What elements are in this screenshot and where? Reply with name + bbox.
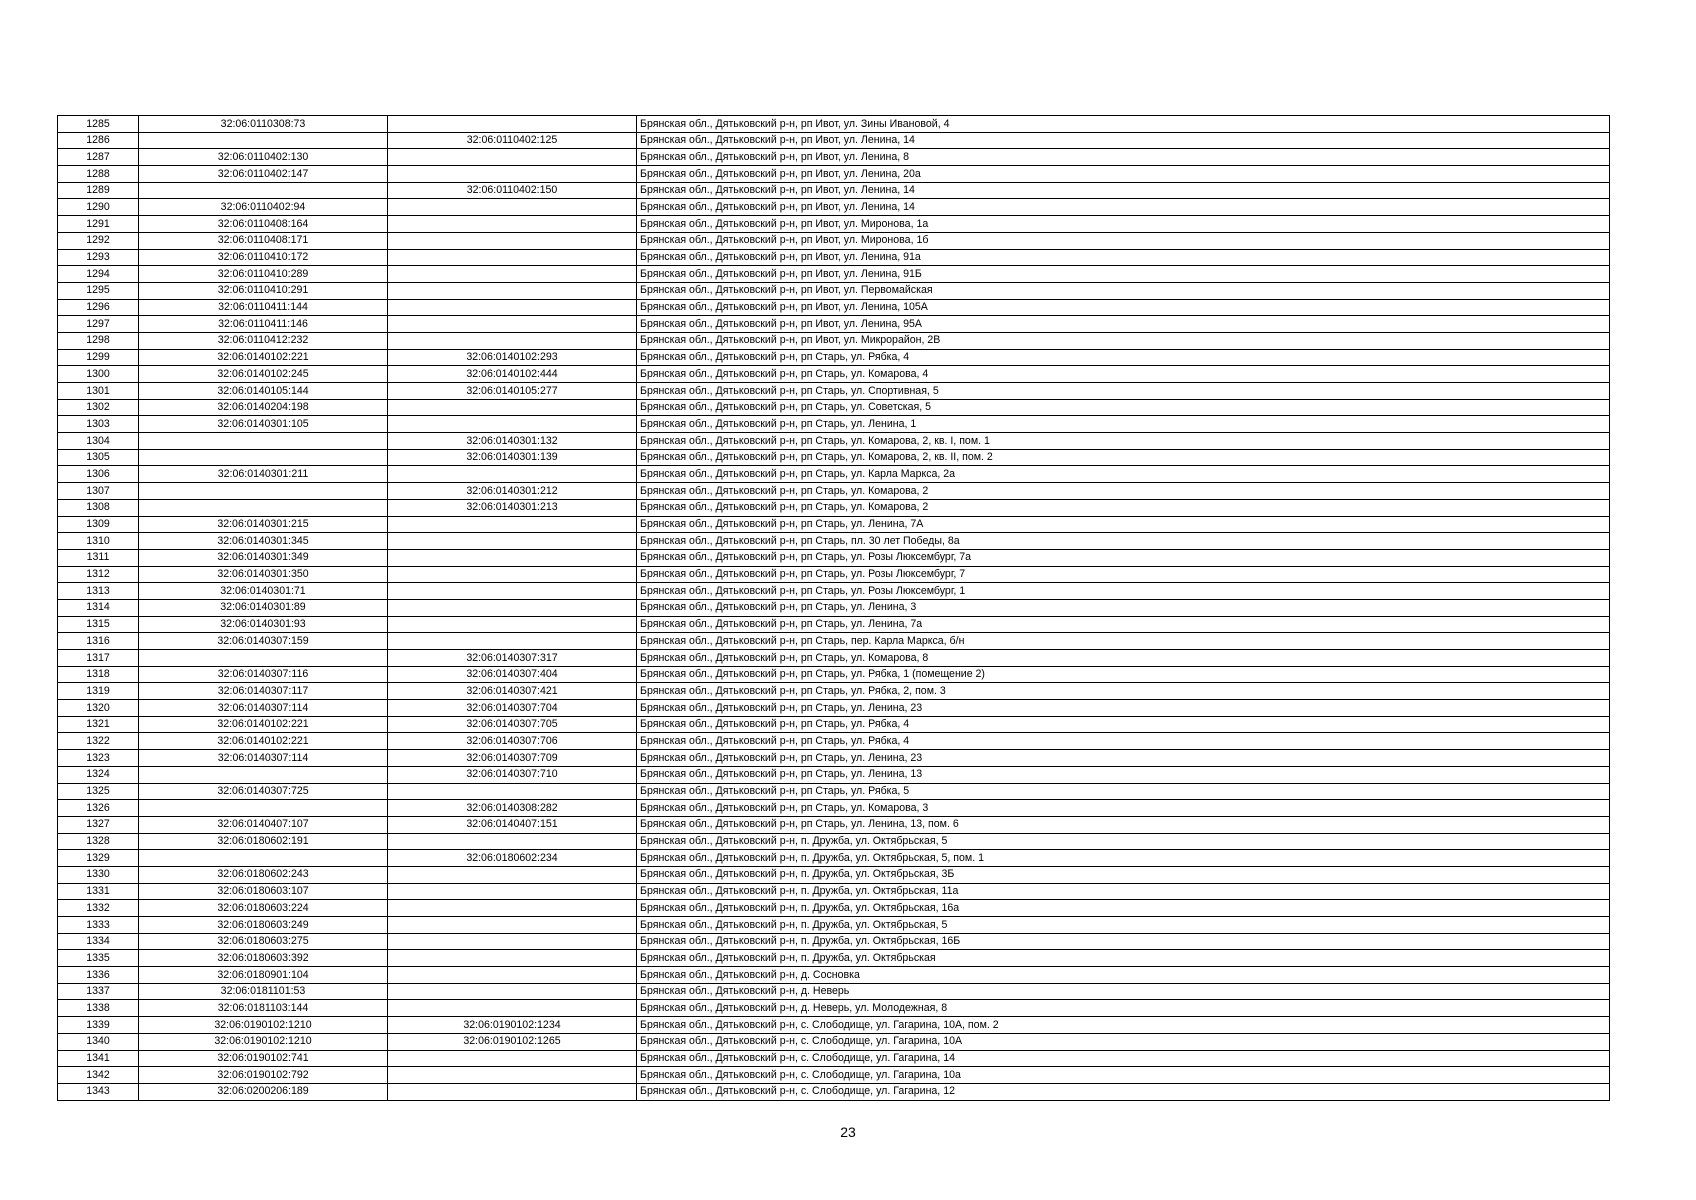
land-cadastral-number-cell: 32:06:0140204:198	[139, 399, 388, 416]
row-number-cell: 1289	[58, 182, 139, 199]
building-cadastral-number-cell	[388, 249, 637, 266]
land-cadastral-number-cell: 32:06:0140301:345	[139, 533, 388, 550]
building-cadastral-number-cell	[388, 599, 637, 616]
building-cadastral-number-cell: 32:06:0140307:706	[388, 733, 637, 750]
table-row	[58, 383, 1610, 400]
row-number-cell: 1294	[58, 266, 139, 283]
table-row	[58, 132, 1610, 149]
address-cell: Брянская обл., Дятьковский р-н, рп Старь, ул. Рябка, 1 (помещение 2)	[637, 666, 1610, 683]
address-cell: Брянская обл., Дятьковский р-н, д. Неверь	[637, 983, 1610, 1000]
building-cadastral-number-cell	[388, 833, 637, 850]
table-row	[58, 750, 1610, 767]
table-row	[58, 983, 1610, 1000]
building-cadastral-number-cell: 32:06:0140307:421	[388, 683, 637, 700]
building-cadastral-number-cell	[388, 883, 637, 900]
building-cadastral-number-cell: 32:06:0140105:277	[388, 383, 637, 400]
land-cadastral-number-cell: 32:06:0140102:221	[139, 349, 388, 366]
row-number-cell: 1332	[58, 900, 139, 917]
address-cell: Брянская обл., Дятьковский р-н, п. Дружба, ул. Октябрьская, 5	[637, 917, 1610, 934]
table-row	[58, 282, 1610, 299]
building-cadastral-number-cell	[388, 282, 637, 299]
page-number: 23	[840, 1124, 856, 1140]
building-cadastral-number-cell	[388, 316, 637, 333]
row-number-cell: 1323	[58, 750, 139, 767]
address-cell: Брянская обл., Дятьковский р-н, рп Старь, ул. Рябка, 5	[637, 783, 1610, 800]
land-cadastral-number-cell: 32:06:0110308:73	[139, 116, 388, 133]
row-number-cell: 1335	[58, 950, 139, 967]
land-cadastral-number-cell: 32:06:0140301:105	[139, 416, 388, 433]
address-cell: Брянская обл., Дятьковский р-н, рп Старь, ул. Розы Люксембург, 1	[637, 583, 1610, 600]
table-row	[58, 1067, 1610, 1084]
table-row	[58, 516, 1610, 533]
building-cadastral-number-cell	[388, 633, 637, 650]
row-number-cell: 1309	[58, 516, 139, 533]
land-cadastral-number-cell: 32:06:0110402:94	[139, 199, 388, 216]
table-row	[58, 149, 1610, 166]
land-cadastral-number-cell: 32:06:0110408:171	[139, 232, 388, 249]
property-registry-table	[57, 115, 1610, 1101]
building-cadastral-number-cell	[388, 1083, 637, 1100]
table-row	[58, 683, 1610, 700]
land-cadastral-number-cell: 32:06:0140102:245	[139, 366, 388, 383]
table-row	[58, 866, 1610, 883]
building-cadastral-number-cell	[388, 783, 637, 800]
address-cell: Брянская обл., Дятьковский р-н, с. Слободище, ул. Гагарина, 14	[637, 1050, 1610, 1067]
table-row	[58, 499, 1610, 516]
row-number-cell: 1301	[58, 383, 139, 400]
land-cadastral-number-cell: 32:06:0110411:146	[139, 316, 388, 333]
land-cadastral-number-cell: 32:06:0181101:53	[139, 983, 388, 1000]
row-number-cell: 1300	[58, 366, 139, 383]
building-cadastral-number-cell: 32:06:0140407:151	[388, 816, 637, 833]
building-cadastral-number-cell: 32:06:0110402:150	[388, 182, 637, 199]
address-cell: Брянская обл., Дятьковский р-н, п. Дружба, ул. Октябрьская, 5	[637, 833, 1610, 850]
row-number-cell: 1333	[58, 917, 139, 934]
building-cadastral-number-cell	[388, 199, 637, 216]
land-cadastral-number-cell: 32:06:0180603:107	[139, 883, 388, 900]
land-cadastral-number-cell	[139, 800, 388, 817]
address-cell: Брянская обл., Дятьковский р-н, рп Старь, ул. Ленина, 7а	[637, 616, 1610, 633]
land-cadastral-number-cell: 32:06:0180603:224	[139, 900, 388, 917]
table-row	[58, 1050, 1610, 1067]
row-number-cell: 1338	[58, 1000, 139, 1017]
building-cadastral-number-cell: 32:06:0140308:282	[388, 800, 637, 817]
land-cadastral-number-cell: 32:06:0110408:164	[139, 216, 388, 233]
address-cell: Брянская обл., Дятьковский р-н, рп Старь, ул. Розы Люксембург, 7а	[637, 549, 1610, 566]
table-row	[58, 800, 1610, 817]
address-cell: Брянская обл., Дятьковский р-н, рп Ивот, ул. Ленина, 91Б	[637, 266, 1610, 283]
row-number-cell: 1291	[58, 216, 139, 233]
table-row	[58, 950, 1610, 967]
land-cadastral-number-cell: 32:06:0180603:275	[139, 933, 388, 950]
building-cadastral-number-cell: 32:06:0140307:709	[388, 750, 637, 767]
land-cadastral-number-cell: 32:06:0110410:291	[139, 282, 388, 299]
row-number-cell: 1286	[58, 132, 139, 149]
table-row	[58, 933, 1610, 950]
building-cadastral-number-cell	[388, 933, 637, 950]
land-cadastral-number-cell: 32:06:0200206:189	[139, 1083, 388, 1100]
table-row	[58, 349, 1610, 366]
building-cadastral-number-cell	[388, 516, 637, 533]
table-row	[58, 599, 1610, 616]
land-cadastral-number-cell: 32:06:0140301:93	[139, 616, 388, 633]
address-cell: Брянская обл., Дятьковский р-н, рп Старь, ул. Рябка, 4	[637, 733, 1610, 750]
table-row	[58, 266, 1610, 283]
building-cadastral-number-cell	[388, 216, 637, 233]
address-cell: Брянская обл., Дятьковский р-н, рп Старь, ул. Спортивная, 5	[637, 383, 1610, 400]
land-cadastral-number-cell: 32:06:0140307:114	[139, 700, 388, 717]
address-cell: Брянская обл., Дятьковский р-н, рп Старь, ул. Ленина, 23	[637, 750, 1610, 767]
address-cell: Брянская обл., Дятьковский р-н, рп Старь, ул. Ленина, 13	[637, 766, 1610, 783]
land-cadastral-number-cell: 32:06:0140102:221	[139, 733, 388, 750]
row-number-cell: 1341	[58, 1050, 139, 1067]
row-number-cell: 1327	[58, 816, 139, 833]
address-cell: Брянская обл., Дятьковский р-н, с. Слободище, ул. Гагарина, 12	[637, 1083, 1610, 1100]
table-row	[58, 967, 1610, 984]
building-cadastral-number-cell	[388, 266, 637, 283]
row-number-cell: 1334	[58, 933, 139, 950]
table-row	[58, 1017, 1610, 1034]
building-cadastral-number-cell: 32:06:0140307:704	[388, 700, 637, 717]
address-cell: Брянская обл., Дятьковский р-н, рп Старь, ул. Ленина, 1	[637, 416, 1610, 433]
building-cadastral-number-cell: 32:06:0140301:132	[388, 433, 637, 450]
building-cadastral-number-cell	[388, 967, 637, 984]
building-cadastral-number-cell: 32:06:0140301:139	[388, 449, 637, 466]
land-cadastral-number-cell: 32:06:0140407:107	[139, 816, 388, 833]
building-cadastral-number-cell	[388, 549, 637, 566]
land-cadastral-number-cell: 32:06:0140301:89	[139, 599, 388, 616]
row-number-cell: 1312	[58, 566, 139, 583]
row-number-cell: 1326	[58, 800, 139, 817]
row-number-cell: 1308	[58, 499, 139, 516]
address-cell: Брянская обл., Дятьковский р-н, рп Ивот, ул. Ленина, 95А	[637, 316, 1610, 333]
registry-table-body	[58, 116, 1610, 1101]
address-cell: Брянская обл., Дятьковский р-н, рп Старь, ул. Комарова, 2	[637, 483, 1610, 500]
building-cadastral-number-cell: 32:06:0140102:293	[388, 349, 637, 366]
address-cell: Брянская обл., Дятьковский р-н, рп Старь, пл. 30 лет Победы, 8а	[637, 533, 1610, 550]
row-number-cell: 1329	[58, 850, 139, 867]
row-number-cell: 1325	[58, 783, 139, 800]
row-number-cell: 1337	[58, 983, 139, 1000]
address-cell: Брянская обл., Дятьковский р-н, п. Дружба, ул. Октябрьская, 11а	[637, 883, 1610, 900]
land-cadastral-number-cell	[139, 499, 388, 516]
land-cadastral-number-cell: 32:06:0190102:741	[139, 1050, 388, 1067]
table-row	[58, 433, 1610, 450]
building-cadastral-number-cell	[388, 900, 637, 917]
address-cell: Брянская обл., Дятьковский р-н, рп Старь, ул. Рябка, 4	[637, 349, 1610, 366]
address-cell: Брянская обл., Дятьковский р-н, рп Ивот, ул. Ленина, 20а	[637, 166, 1610, 183]
row-number-cell: 1293	[58, 249, 139, 266]
land-cadastral-number-cell: 32:06:0110402:130	[139, 149, 388, 166]
building-cadastral-number-cell	[388, 1050, 637, 1067]
table-row	[58, 449, 1610, 466]
land-cadastral-number-cell: 32:06:0110410:289	[139, 266, 388, 283]
building-cadastral-number-cell	[388, 232, 637, 249]
address-cell: Брянская обл., Дятьковский р-н, рп Ивот, ул. Ленина, 14	[637, 182, 1610, 199]
table-row	[58, 633, 1610, 650]
row-number-cell: 1296	[58, 299, 139, 316]
address-cell: Брянская обл., Дятьковский р-н, рп Старь, ул. Рябка, 4	[637, 716, 1610, 733]
table-row	[58, 299, 1610, 316]
row-number-cell: 1304	[58, 433, 139, 450]
row-number-cell: 1343	[58, 1083, 139, 1100]
building-cadastral-number-cell: 32:06:0190102:1265	[388, 1033, 637, 1050]
address-cell: Брянская обл., Дятьковский р-н, рп Ивот, ул. Миронова, 1а	[637, 216, 1610, 233]
building-cadastral-number-cell: 32:06:0190102:1234	[388, 1017, 637, 1034]
building-cadastral-number-cell: 32:06:0110402:125	[388, 132, 637, 149]
table-row	[58, 900, 1610, 917]
row-number-cell: 1292	[58, 232, 139, 249]
land-cadastral-number-cell	[139, 182, 388, 199]
row-number-cell: 1330	[58, 866, 139, 883]
table-row	[58, 182, 1610, 199]
address-cell: Брянская обл., Дятьковский р-н, рп Ивот, ул. Ленина, 8	[637, 149, 1610, 166]
address-cell: Брянская обл., Дятьковский р-н, рп Старь, ул. Комарова, 2, кв. I, пом. 1	[637, 433, 1610, 450]
row-number-cell: 1324	[58, 766, 139, 783]
building-cadastral-number-cell	[388, 466, 637, 483]
address-cell: Брянская обл., Дятьковский р-н, рп Ивот, ул. Зины Ивановой, 4	[637, 116, 1610, 133]
address-cell: Брянская обл., Дятьковский р-н, рп Ивот, ул. Ленина, 91а	[637, 249, 1610, 266]
row-number-cell: 1314	[58, 599, 139, 616]
land-cadastral-number-cell: 32:06:0190102:1210	[139, 1017, 388, 1034]
table-row	[58, 766, 1610, 783]
table-row	[58, 232, 1610, 249]
land-cadastral-number-cell: 32:06:0110412:232	[139, 332, 388, 349]
building-cadastral-number-cell: 32:06:0140307:317	[388, 650, 637, 667]
table-row	[58, 216, 1610, 233]
table-row	[58, 566, 1610, 583]
building-cadastral-number-cell	[388, 533, 637, 550]
building-cadastral-number-cell	[388, 583, 637, 600]
row-number-cell: 1310	[58, 533, 139, 550]
table-row	[58, 833, 1610, 850]
land-cadastral-number-cell: 32:06:0190102:792	[139, 1067, 388, 1084]
table-row	[58, 616, 1610, 633]
building-cadastral-number-cell	[388, 416, 637, 433]
table-row	[58, 666, 1610, 683]
address-cell: Брянская обл., Дятьковский р-н, рп Старь, ул. Рябка, 2, пом. 3	[637, 683, 1610, 700]
table-row	[58, 783, 1610, 800]
table-row	[58, 483, 1610, 500]
row-number-cell: 1320	[58, 700, 139, 717]
table-row	[58, 700, 1610, 717]
table-row	[58, 249, 1610, 266]
address-cell: Брянская обл., Дятьковский р-н, рп Ивот, ул. Ленина, 14	[637, 132, 1610, 149]
land-cadastral-number-cell: 32:06:0140307:117	[139, 683, 388, 700]
building-cadastral-number-cell: 32:06:0140307:404	[388, 666, 637, 683]
address-cell: Брянская обл., Дятьковский р-н, п. Дружба, ул. Октябрьская, 3Б	[637, 866, 1610, 883]
row-number-cell: 1311	[58, 549, 139, 566]
row-number-cell: 1317	[58, 650, 139, 667]
land-cadastral-number-cell	[139, 650, 388, 667]
row-number-cell: 1328	[58, 833, 139, 850]
address-cell: Брянская обл., Дятьковский р-н, рп Старь, пер. Карла Маркса, б/н	[637, 633, 1610, 650]
building-cadastral-number-cell	[388, 616, 637, 633]
row-number-cell: 1315	[58, 616, 139, 633]
building-cadastral-number-cell	[388, 566, 637, 583]
table-row	[58, 332, 1610, 349]
address-cell: Брянская обл., Дятьковский р-н, рп Ивот, ул. Микрорайон, 2В	[637, 332, 1610, 349]
table-row	[58, 366, 1610, 383]
address-cell: Брянская обл., Дятьковский р-н, д. Неверь, ул. Молодежная, 8	[637, 1000, 1610, 1017]
building-cadastral-number-cell	[388, 1000, 637, 1017]
row-number-cell: 1305	[58, 449, 139, 466]
table-row	[58, 166, 1610, 183]
land-cadastral-number-cell: 32:06:0140301:71	[139, 583, 388, 600]
building-cadastral-number-cell	[388, 917, 637, 934]
address-cell: Брянская обл., Дятьковский р-н, рп Старь, ул. Ленина, 7А	[637, 516, 1610, 533]
row-number-cell: 1302	[58, 399, 139, 416]
address-cell: Брянская обл., Дятьковский р-н, рп Старь, ул. Комарова, 8	[637, 650, 1610, 667]
table-row	[58, 883, 1610, 900]
row-number-cell: 1336	[58, 967, 139, 984]
land-cadastral-number-cell: 32:06:0140105:144	[139, 383, 388, 400]
row-number-cell: 1303	[58, 416, 139, 433]
address-cell: Брянская обл., Дятьковский р-н, рп Старь, ул. Ленина, 23	[637, 700, 1610, 717]
row-number-cell: 1342	[58, 1067, 139, 1084]
address-cell: Брянская обл., Дятьковский р-н, рп Старь, ул. Комарова, 4	[637, 366, 1610, 383]
table-row	[58, 316, 1610, 333]
table-row	[58, 416, 1610, 433]
row-number-cell: 1297	[58, 316, 139, 333]
table-row	[58, 733, 1610, 750]
table-row	[58, 533, 1610, 550]
row-number-cell: 1319	[58, 683, 139, 700]
address-cell: Брянская обл., Дятьковский р-н, рп Ивот, ул. Миронова, 1б	[637, 232, 1610, 249]
building-cadastral-number-cell	[388, 866, 637, 883]
land-cadastral-number-cell	[139, 483, 388, 500]
table-row	[58, 583, 1610, 600]
building-cadastral-number-cell: 32:06:0140307:705	[388, 716, 637, 733]
land-cadastral-number-cell: 32:06:0180603:249	[139, 917, 388, 934]
row-number-cell: 1321	[58, 716, 139, 733]
land-cadastral-number-cell: 32:06:0110411:144	[139, 299, 388, 316]
building-cadastral-number-cell	[388, 166, 637, 183]
land-cadastral-number-cell: 32:06:0140307:725	[139, 783, 388, 800]
building-cadastral-number-cell: 32:06:0140301:212	[388, 483, 637, 500]
row-number-cell: 1331	[58, 883, 139, 900]
address-cell: Брянская обл., Дятьковский р-н, п. Дружба, ул. Октябрьская, 5, пом. 1	[637, 850, 1610, 867]
table-row	[58, 399, 1610, 416]
land-cadastral-number-cell	[139, 850, 388, 867]
address-cell: Брянская обл., Дятьковский р-н, рп Старь, ул. Комарова, 3	[637, 800, 1610, 817]
address-cell: Брянская обл., Дятьковский р-н, рп Ивот, ул. Первомайская	[637, 282, 1610, 299]
land-cadastral-number-cell: 32:06:0140307:159	[139, 633, 388, 650]
address-cell: Брянская обл., Дятьковский р-н, п. Дружба, ул. Октябрьская	[637, 950, 1610, 967]
land-cadastral-number-cell: 32:06:0190102:1210	[139, 1033, 388, 1050]
building-cadastral-number-cell: 32:06:0140307:710	[388, 766, 637, 783]
table-row	[58, 850, 1610, 867]
address-cell: Брянская обл., Дятьковский р-н, рп Старь, ул. Ленина, 13, пом. 6	[637, 816, 1610, 833]
building-cadastral-number-cell	[388, 332, 637, 349]
row-number-cell: 1285	[58, 116, 139, 133]
land-cadastral-number-cell: 32:06:0110410:172	[139, 249, 388, 266]
row-number-cell: 1298	[58, 332, 139, 349]
address-cell: Брянская обл., Дятьковский р-н, рп Старь, ул. Ленина, 3	[637, 599, 1610, 616]
land-cadastral-number-cell: 32:06:0180602:243	[139, 866, 388, 883]
table-row	[58, 1083, 1610, 1100]
row-number-cell: 1295	[58, 282, 139, 299]
building-cadastral-number-cell	[388, 116, 637, 133]
address-cell: Брянская обл., Дятьковский р-н, п. Дружба, ул. Октябрьская, 16Б	[637, 933, 1610, 950]
table-row	[58, 650, 1610, 667]
table-row	[58, 716, 1610, 733]
row-number-cell: 1299	[58, 349, 139, 366]
table-row	[58, 549, 1610, 566]
building-cadastral-number-cell: 32:06:0140102:444	[388, 366, 637, 383]
row-number-cell: 1288	[58, 166, 139, 183]
land-cadastral-number-cell: 32:06:0140301:215	[139, 516, 388, 533]
row-number-cell: 1322	[58, 733, 139, 750]
building-cadastral-number-cell	[388, 983, 637, 1000]
address-cell: Брянская обл., Дятьковский р-н, рп Ивот, ул. Ленина, 14	[637, 199, 1610, 216]
building-cadastral-number-cell	[388, 950, 637, 967]
land-cadastral-number-cell	[139, 433, 388, 450]
table-row	[58, 1033, 1610, 1050]
land-cadastral-number-cell: 32:06:0140301:350	[139, 566, 388, 583]
row-number-cell: 1340	[58, 1033, 139, 1050]
row-number-cell: 1306	[58, 466, 139, 483]
land-cadastral-number-cell: 32:06:0140102:221	[139, 716, 388, 733]
address-cell: Брянская обл., Дятьковский р-н, с. Слободище, ул. Гагарина, 10а	[637, 1067, 1610, 1084]
row-number-cell: 1287	[58, 149, 139, 166]
land-cadastral-number-cell	[139, 132, 388, 149]
table-row	[58, 816, 1610, 833]
address-cell: Брянская обл., Дятьковский р-н, рп Старь, ул. Розы Люксембург, 7	[637, 566, 1610, 583]
land-cadastral-number-cell	[139, 766, 388, 783]
land-cadastral-number-cell: 32:06:0180602:191	[139, 833, 388, 850]
address-cell: Брянская обл., Дятьковский р-н, рп Старь, ул. Комарова, 2	[637, 499, 1610, 516]
address-cell: Брянская обл., Дятьковский р-н, рп Старь, ул. Советская, 5	[637, 399, 1610, 416]
land-cadastral-number-cell: 32:06:0140307:116	[139, 666, 388, 683]
building-cadastral-number-cell	[388, 299, 637, 316]
land-cadastral-number-cell: 32:06:0180603:392	[139, 950, 388, 967]
land-cadastral-number-cell: 32:06:0110402:147	[139, 166, 388, 183]
row-number-cell: 1313	[58, 583, 139, 600]
land-cadastral-number-cell: 32:06:0140301:349	[139, 549, 388, 566]
table-row	[58, 199, 1610, 216]
land-cadastral-number-cell: 32:06:0140301:211	[139, 466, 388, 483]
building-cadastral-number-cell	[388, 399, 637, 416]
table-row	[58, 917, 1610, 934]
land-cadastral-number-cell: 32:06:0181103:144	[139, 1000, 388, 1017]
building-cadastral-number-cell	[388, 149, 637, 166]
address-cell: Брянская обл., Дятьковский р-н, рп Ивот, ул. Ленина, 105А	[637, 299, 1610, 316]
building-cadastral-number-cell: 32:06:0180602:234	[388, 850, 637, 867]
row-number-cell: 1318	[58, 666, 139, 683]
row-number-cell: 1339	[58, 1017, 139, 1034]
table-row	[58, 116, 1610, 133]
land-cadastral-number-cell	[139, 449, 388, 466]
land-cadastral-number-cell: 32:06:0140307:114	[139, 750, 388, 767]
address-cell: Брянская обл., Дятьковский р-н, рп Старь, ул. Карла Маркса, 2а	[637, 466, 1610, 483]
address-cell: Брянская обл., Дятьковский р-н, с. Слободище, ул. Гагарина, 10А, пом. 2	[637, 1017, 1610, 1034]
address-cell: Брянская обл., Дятьковский р-н, п. Дружба, ул. Октябрьская, 16а	[637, 900, 1610, 917]
address-cell: Брянская обл., Дятьковский р-н, рп Старь, ул. Комарова, 2, кв. II, пом. 2	[637, 449, 1610, 466]
row-number-cell: 1290	[58, 199, 139, 216]
address-cell: Брянская обл., Дятьковский р-н, д. Сосновка	[637, 967, 1610, 984]
building-cadastral-number-cell	[388, 1067, 637, 1084]
table-row	[58, 466, 1610, 483]
land-cadastral-number-cell: 32:06:0180901:104	[139, 967, 388, 984]
building-cadastral-number-cell: 32:06:0140301:213	[388, 499, 637, 516]
row-number-cell: 1316	[58, 633, 139, 650]
address-cell: Брянская обл., Дятьковский р-н, с. Слободище, ул. Гагарина, 10А	[637, 1033, 1610, 1050]
row-number-cell: 1307	[58, 483, 139, 500]
table-row	[58, 1000, 1610, 1017]
